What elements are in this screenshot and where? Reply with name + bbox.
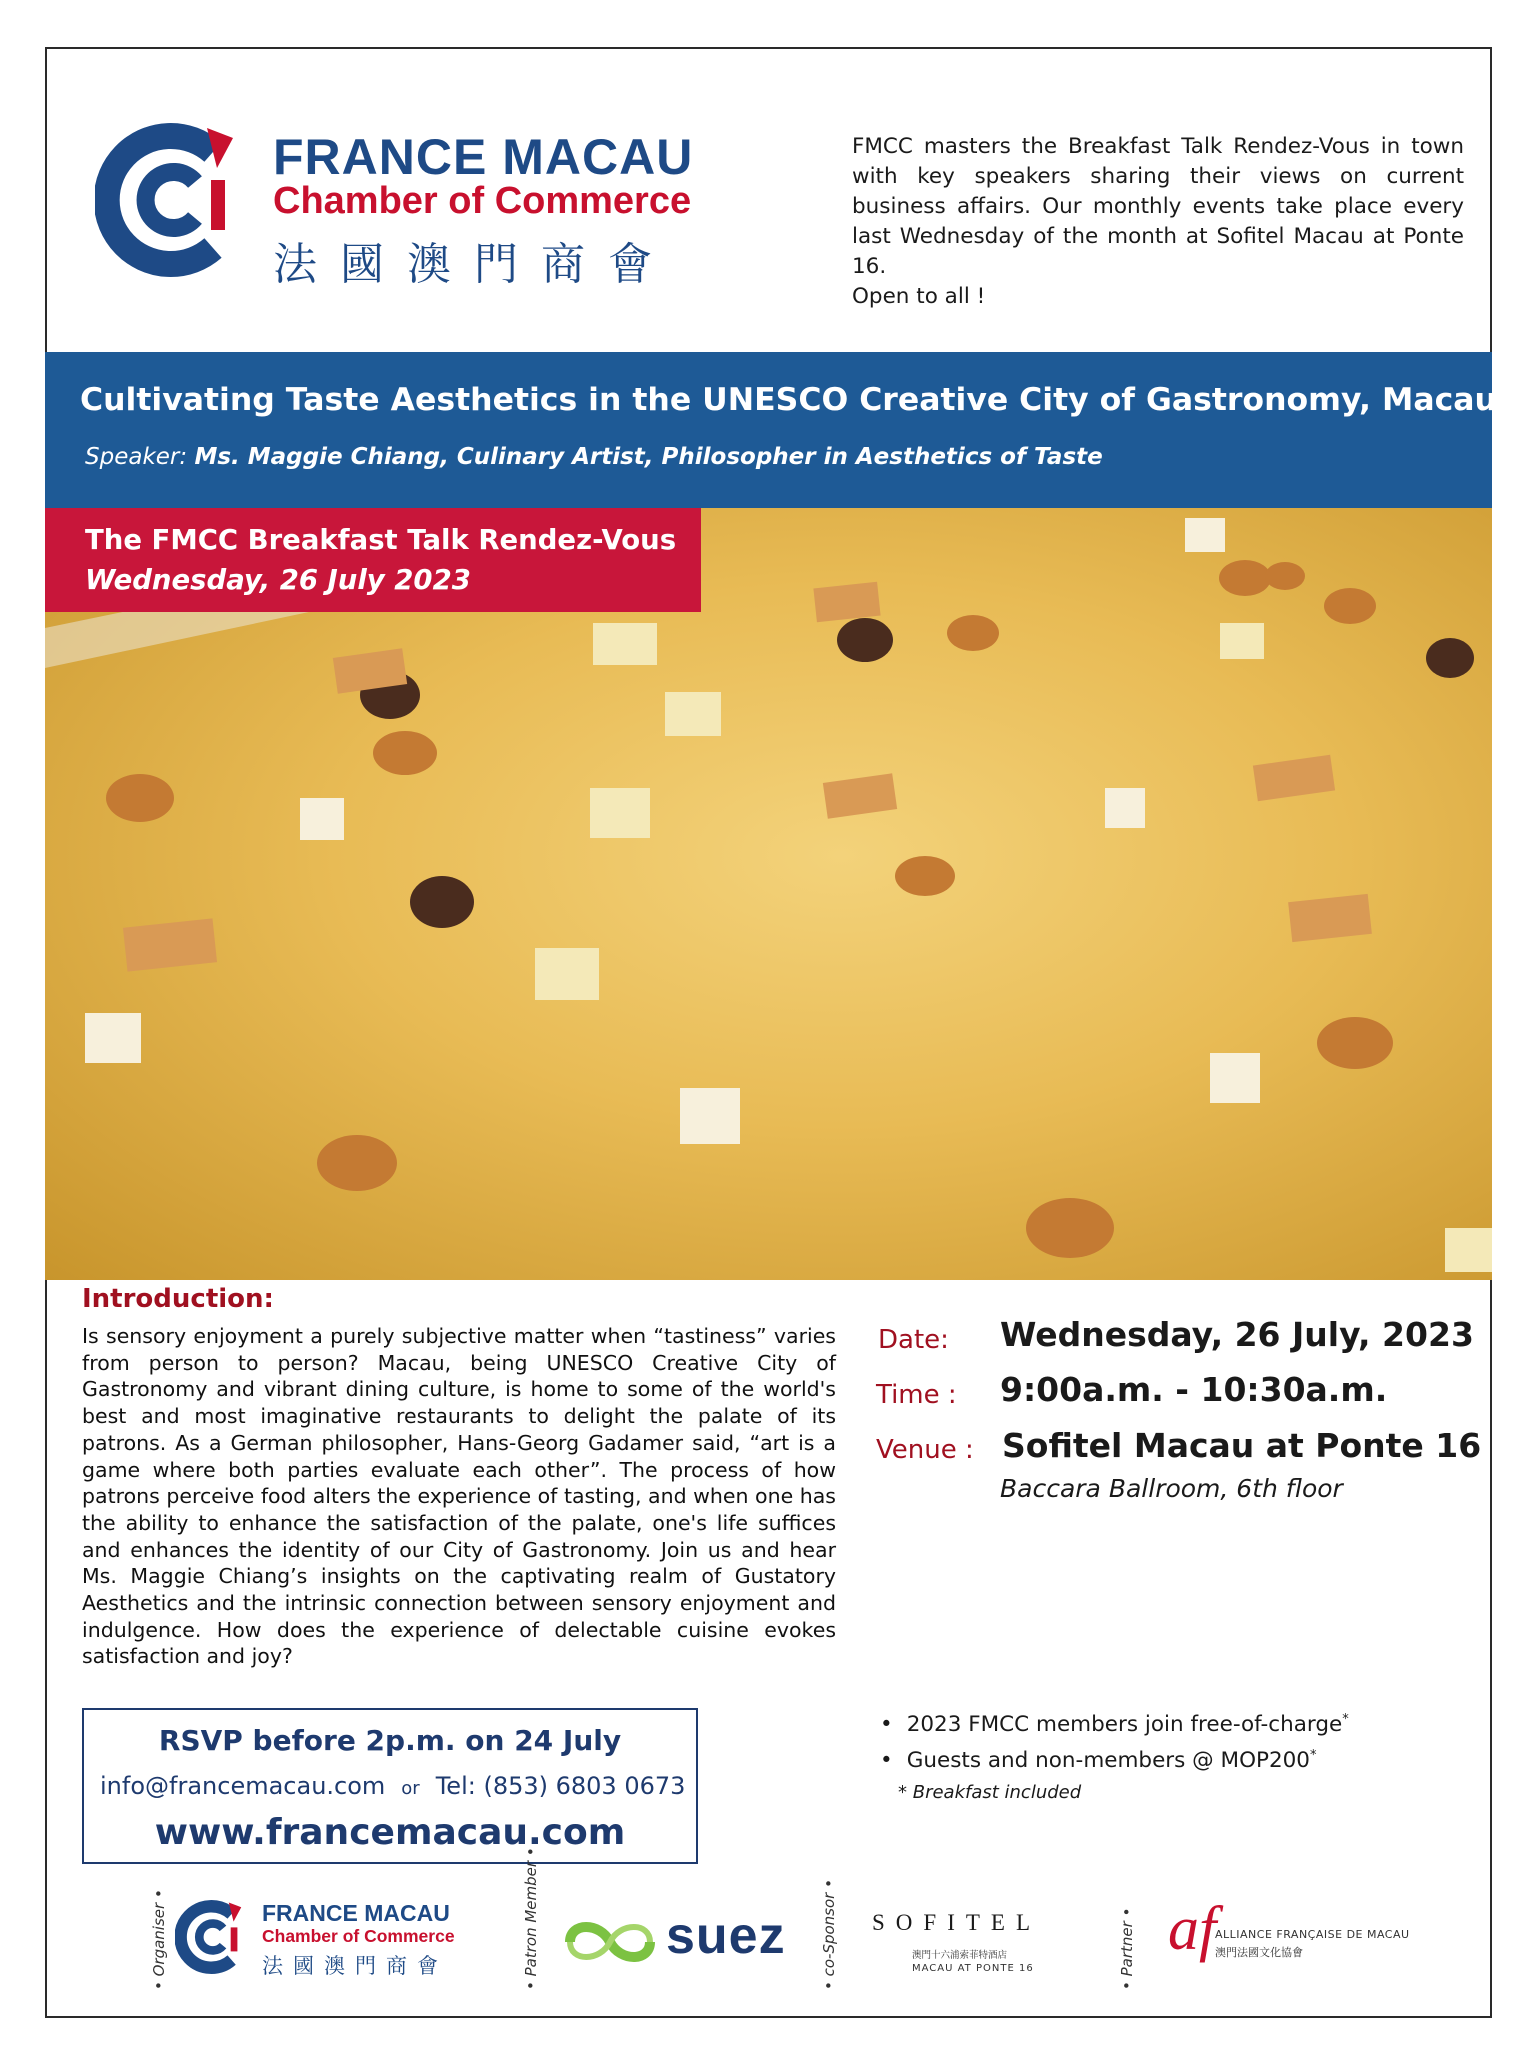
rsvp-contacts bbox=[100, 1772, 685, 1800]
tart bbox=[106, 560, 1393, 1258]
rsvp-website[interactable]: www.francemacau.com bbox=[154, 1812, 626, 1853]
rsvp-box bbox=[82, 1708, 698, 1864]
introduction-heading: Introduction: bbox=[82, 1284, 274, 1314]
pricing-members-text: 2023 FMCC members join free-of-charge bbox=[906, 1712, 1343, 1738]
fmcc-footer-logo-icon bbox=[175, 1898, 247, 1976]
speaker-line bbox=[85, 444, 1103, 470]
date-value: Wednesday, 26 July, 2023 bbox=[1000, 1315, 1474, 1354]
pricing-guests-text: Guests and non-members @ MOP200 bbox=[906, 1748, 1310, 1774]
pricing-list bbox=[880, 1704, 1349, 1776]
af-chinese: 澳門法國文化協會 bbox=[1215, 1946, 1303, 1959]
speaker-label: Speaker: bbox=[85, 444, 188, 470]
description-text: FMCC masters the Breakfast Talk Rendez-Vous in town with key speakers sharing their views on current business affairs. Our monthly events take place every last Wednesday of the month at Sofitel Macau at Ponte 16. bbox=[852, 134, 1464, 279]
fmcc-logo bbox=[95, 120, 715, 290]
fmcc-logo-icon bbox=[95, 120, 245, 280]
venue-value: Sofitel Macau at Ponte 16 bbox=[1002, 1426, 1482, 1465]
rsvp-heading: RSVP before 2p.m. on 24 July bbox=[158, 1724, 622, 1757]
footer-fmcc-sub: Chamber of Commerce bbox=[262, 1926, 455, 1946]
food-photo-illustration bbox=[45, 508, 1492, 1280]
asterisk: * bbox=[1310, 1748, 1317, 1764]
date-label: Date: bbox=[878, 1325, 949, 1355]
cosponsor-label: • co-Sponsor • bbox=[820, 1879, 838, 1990]
patron-label: • Patron Member • bbox=[522, 1847, 540, 1990]
partner-label: • Partner • bbox=[1118, 1907, 1136, 1990]
time-value: 9:00a.m. - 10:30a.m. bbox=[1000, 1370, 1388, 1409]
breakfast-note: * Breakfast included bbox=[898, 1782, 1082, 1803]
logo-chinese: 法國澳門商會 bbox=[273, 239, 675, 290]
speaker-name: Ms. Maggie Chiang, Culinary Artist, Philosopher in Aesthetics of Taste bbox=[194, 444, 1103, 470]
rsvp-email[interactable]: info@francemacau.com bbox=[100, 1772, 386, 1800]
event-title: Cultivating Taste Aesthetics in the UNESCO Creative City of Gastronomy, Macau bbox=[80, 382, 1497, 418]
description-open: Open to all ! bbox=[852, 284, 986, 309]
rsvp-tel[interactable]: Tel: (853) 6803 0673 bbox=[435, 1772, 686, 1800]
suez-logo-icon bbox=[560, 1912, 662, 1972]
af-name: ALLIANCE FRANÇAISE DE MACAU bbox=[1215, 1928, 1410, 1941]
event-series: The FMCC Breakfast Talk Rendez-Vous bbox=[85, 524, 677, 556]
sofitel-chinese: 澳門十六浦索菲特酒店 bbox=[912, 1950, 1008, 1961]
event-tag bbox=[45, 508, 701, 612]
pricing-members bbox=[880, 1704, 1349, 1740]
time-label: Time : bbox=[876, 1380, 957, 1410]
header-description bbox=[852, 132, 1464, 312]
food-photo bbox=[45, 508, 1492, 1280]
logo-subtitle: Chamber of Commerce bbox=[273, 180, 692, 222]
footer-fmcc-title: FRANCE MACAU bbox=[262, 1900, 450, 1926]
organiser-label: • Organiser • bbox=[150, 1889, 168, 1990]
asterisk: * bbox=[1342, 1712, 1349, 1727]
introduction-body: Is sensory enjoyment a purely subjective matter when “tastiness” varies from person to person? Macau, being UNESCO Creative City of Gastronomy and vibrant dining culture, is home to some of the world's best and most imaginative restaurants to delight the palate of its patrons. As a German philosopher, Hans-Georg Gadamer said, “art is a game where both parties evaluate each other”. The process of how patrons perceive food alters the experience of tasting, and when one has the ability to enhance the satisfaction of the palate, one's life suffices and enhances the identity of our City of Gastronomy. Join us and hear Ms. Maggie Chiang’s insights on the captivating realm of Gustatory Aesthetics and the intrinsic connection between sensory enjoyment and indulgence. How does the experience of delectable cuisine evokes satisfaction and joy? bbox=[82, 1324, 836, 1669]
venue-room: Baccara Ballroom, 6th floor bbox=[1000, 1474, 1343, 1503]
af-logo-icon: af bbox=[1168, 1895, 1217, 1963]
pricing-guests bbox=[880, 1740, 1349, 1776]
event-date-tag: Wednesday, 26 July 2023 bbox=[85, 564, 471, 596]
toast-bite bbox=[123, 582, 1372, 972]
sofitel-subtitle: MACAU AT PONTE 16 bbox=[912, 1963, 1034, 1974]
cake-cube bbox=[535, 623, 1492, 1272]
footer-fmcc-cn: 法國澳門商會 bbox=[262, 1954, 448, 1978]
suez-logo-text: suez bbox=[666, 1907, 786, 1965]
venue-label: Venue : bbox=[876, 1435, 974, 1465]
title-banner bbox=[45, 352, 1497, 508]
rsvp-or: or bbox=[401, 1778, 420, 1799]
logo-title: FRANCE MACAU bbox=[273, 129, 694, 185]
sofitel-logo-text: SOFITEL bbox=[872, 1910, 1041, 1935]
